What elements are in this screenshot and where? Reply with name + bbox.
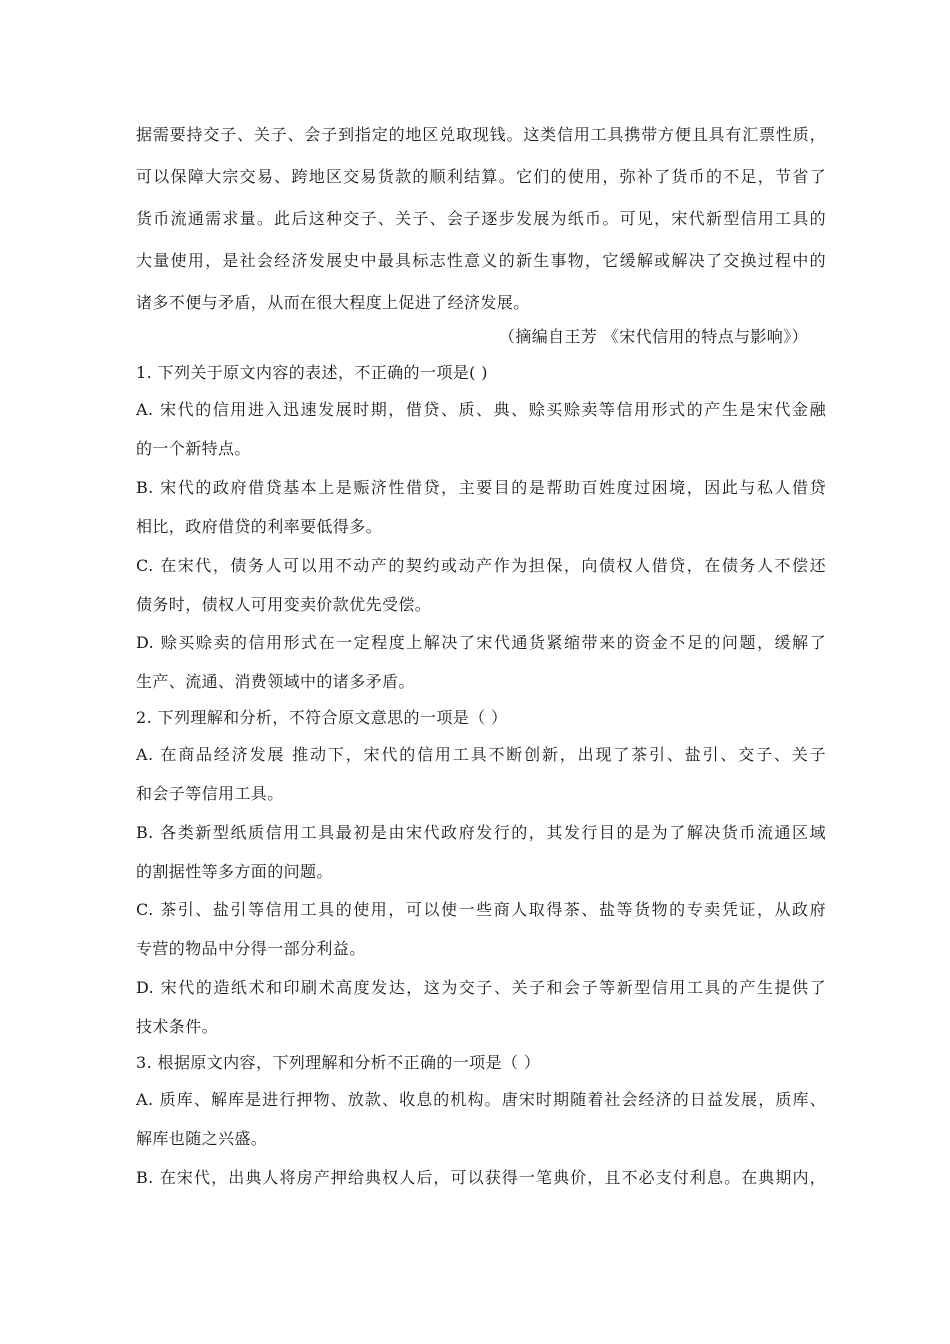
question-3-option-b-line-1: B. 在宋代，出典人将房产押给典权人后，可以获得一笔典价，且不必支付利息。在典期内， <box>136 1168 826 1187</box>
question-2-option-a-line-1: A. 在商品经济发展 推动下，宋代的信用工具不断创新，出现了茶引、盐引、交子、关子 <box>136 745 826 764</box>
question-2-option-b-line-2: 的割据性等多方面的问题。 <box>136 862 333 881</box>
question-2-option-c-line-2: 专营的物品中分得一部分利益。 <box>136 939 366 958</box>
question-2-option-c-line-1: C. 茶引、盐引等信用工具的使用，可以使一些商人取得茶、盐等货物的专卖凭证，从政府 <box>136 900 826 919</box>
question-1-option-a-line-1: A. 宋代的信用进入迅速发展时期，借贷、质、典、赊买赊卖等信用形式的产生是宋代金融 <box>136 400 826 419</box>
passage-line-1: 据需要持交子、关子、会子到指定的地区兑取现钱。这类信用工具携带方便且具有汇票性质， <box>136 125 826 144</box>
question-1-option-a-line-2: 的一个新特点。 <box>136 439 251 458</box>
passage-line-5: 诸多不便与矛盾，从而在很大程度上促进了经济发展。 <box>136 293 530 312</box>
question-3-option-a-line-1: A. 质库、解库是进行押物、放款、收息的机构。唐宋时期随着社会经济的日益发展，质库、 <box>136 1090 826 1109</box>
question-1-stem: 1. 下列关于原文内容的表述，不正确的一项是( ) <box>136 363 488 382</box>
question-2-option-a-line-2: 和会子等信用工具。 <box>136 784 284 803</box>
question-2-stem: 2. 下列理解和分析，不符合原文意思的一项是（ ） <box>136 708 508 727</box>
passage-source: （摘编自王芳 《宋代信用的特点与影响》） <box>498 327 808 346</box>
question-2-option-d-line-1: D. 宋代的造纸术和印刷术高度发达，这为交子、关子和会子等新型信用工具的产生提供了 <box>136 978 826 997</box>
question-2-option-b-line-1: B. 各类新型纸质信用工具最初是由宋代政府发行的，其发行目的是为了解决货币流通区域 <box>136 823 826 842</box>
question-2-option-d-line-2: 技术条件。 <box>136 1017 219 1036</box>
question-1-option-c-line-1: C. 在宋代，债务人可以用不动产的契约或动产作为担保，向债权人借贷，在债务人不偿还 <box>136 556 826 575</box>
passage-line-4: 大量使用，是社会经济发展史中最具标志性意义的新生事物，它缓解或解决了交换过程中的 <box>136 251 826 270</box>
question-3-stem: 3. 根据原文内容，下列理解和分析不正确的一项是（ ） <box>136 1053 541 1072</box>
question-1-option-b-line-1: B. 宋代的政府借贷基本上是赈济性借贷，主要目的是帮助百姓度过困境，因此与私人借贷 <box>136 478 826 497</box>
passage-line-2: 可以保障大宗交易、跨地区交易货款的顺利结算。它们的使用，弥补了货币的不足，节省了 <box>136 167 826 186</box>
question-1-option-c-line-2: 债务时，债权人可用变卖价款优先受偿。 <box>136 595 432 614</box>
question-3-option-a-line-2: 解库也随之兴盛。 <box>136 1129 268 1148</box>
question-1-option-d-line-2: 生产、流通、消费领域中的诸多矛盾。 <box>136 672 415 691</box>
question-1-option-d-line-1: D. 赊买赊卖的信用形式在一定程度上解决了宋代通货紧缩带来的资金不足的问题，缓解了 <box>136 633 826 652</box>
passage-line-3: 货币流通需求量。此后这种交子、关子、会子逐步发展为纸币。可见，宋代新型信用工具的 <box>136 209 826 228</box>
question-1-option-b-line-2: 相比，政府借贷的利率要低得多。 <box>136 517 383 536</box>
